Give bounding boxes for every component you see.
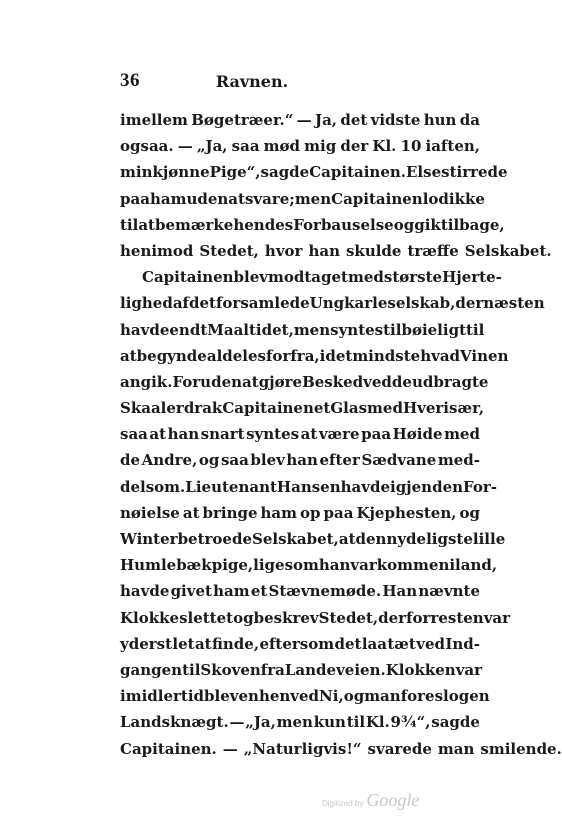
watermark-logo-text: Google (366, 790, 420, 810)
text-line: angik. Foruden at gjøre Besked ved de udbragte (120, 372, 489, 391)
text-line: nøielse at bringe ham op paa Kjephesten, og (120, 503, 480, 522)
text-line: at begynde aldeles forfra, idetmindste hvad Vinen (120, 346, 509, 365)
text-line: de Andre, og saa blev han efter Sædvane med- (120, 451, 480, 470)
text-line: til at bemærke hendes Forbauselse og gik tilbage, (120, 215, 505, 234)
text-line: Klokkeslettet og beskrev Stedet, der forresten var (120, 608, 511, 627)
page-number: 36 (120, 70, 140, 91)
text-line: ogsaa. — „Ja, saa mød mig der Kl. 10 iaften, (120, 137, 480, 156)
text-line: saa at han snart syntes at være paa Høide med (120, 425, 480, 444)
text-line: Capitainen blev modtaget med største Hjerte- (142, 268, 502, 287)
text-line: Capitainen. — „Naturligvis!“ svarede man smilende. (120, 739, 562, 758)
text-line: delsom. Lieutenant Hansen havde igjen den For- (120, 477, 497, 496)
text-line: havde endt Maaltidet, men syntes tilbøieligt til (120, 320, 485, 339)
text-line: henimod Stedet, hvor han skulde træffe Selskabet. (120, 241, 552, 260)
text-line: min kjønne Pige“, sagde Capitainen. Else stirrede (120, 163, 508, 182)
text-line: Winter betroede Selskabet, at den nydeligste lille (120, 530, 506, 548)
text-line: Humlebækpige, ligesom han var kommen iland, (120, 556, 498, 575)
google-watermark (322, 790, 419, 811)
text-line: Skaaler drak Capitainen et Glas med Hver især, (120, 399, 485, 418)
text-line: imellem Bøgetræer.“ — Ja, det vidste hun da (120, 111, 480, 129)
text-line: paa ham uden at svare; men Capitainen lod ikke (120, 189, 485, 208)
body-text (120, 107, 562, 762)
text-line: gangen til Skoven fra Landeveien. Klokken var (120, 660, 483, 679)
text-line: lighed af det forsamlede Ungkarleselskab, der næsten (120, 294, 545, 313)
text-line: Landsknægt. — „Ja, men kun til Kl. 9¾“, sagde (120, 713, 480, 732)
text-line: yderst let at finde, eftersom det laa tæt ved Ind- (120, 634, 480, 653)
text-line: havde givet ham et Stævnemøde. Han nævnte (120, 582, 480, 601)
text-line: imidlertid bleven henved Ni, og man foreslog en (120, 687, 490, 706)
running-title: Ravnen. (215, 72, 289, 91)
watermark-prefix: Digitized by (322, 799, 364, 808)
